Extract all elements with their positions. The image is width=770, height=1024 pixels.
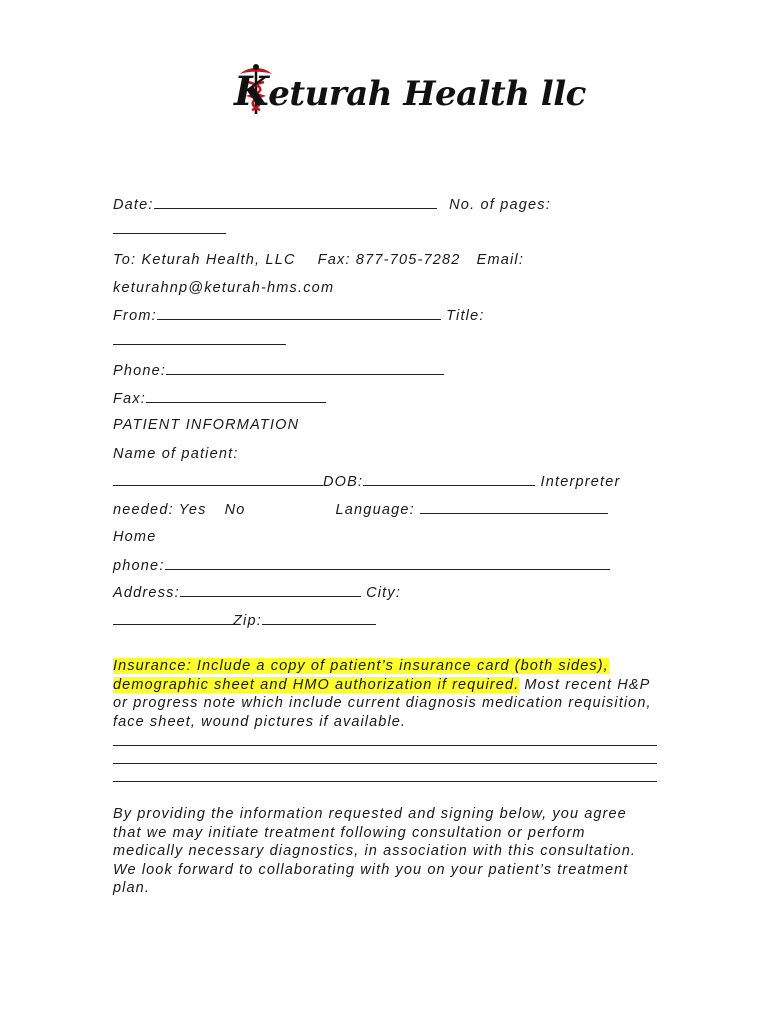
language-field[interactable] <box>420 500 608 514</box>
patient-info-heading: PATIENT INFORMATION <box>113 417 300 433</box>
patient-name-field[interactable] <box>113 472 323 486</box>
zip-field[interactable] <box>262 611 376 625</box>
zip-row <box>113 611 376 630</box>
home-row <box>113 528 156 546</box>
phone-row <box>113 361 444 380</box>
dob-label: DOB: <box>323 474 364 490</box>
notes-line-1[interactable] <box>113 745 657 746</box>
dob-field[interactable] <box>363 472 535 486</box>
interpreter-no[interactable]: No <box>224 502 246 518</box>
phone-label: Phone: <box>113 363 167 379</box>
home-phone-row <box>113 556 610 575</box>
insurance-paragraph <box>113 657 658 731</box>
date-field[interactable] <box>154 195 437 209</box>
language-label: Language: <box>335 502 415 518</box>
interpreter-yes[interactable]: needed: Yes <box>113 502 207 518</box>
phone-field[interactable] <box>166 361 444 375</box>
home-phone-field[interactable] <box>165 556 610 570</box>
dob-row <box>113 472 621 491</box>
to-label: To: Keturah Health, LLC <box>113 252 296 268</box>
fax-field[interactable] <box>146 389 326 403</box>
insurance-rest: Most recent H&P or progress note which include current diagnosis medication requisition, face sheet, wound pictures if available. <box>113 676 652 730</box>
fax-row <box>113 389 326 408</box>
fax-label: Fax: <box>113 391 146 407</box>
agreement-paragraph: By providing the information requested and signing below, you agree that we may initiate treatment following consultation or perform medically necessary diagnostics, in association with this consultation. We look forward to collaborating with you on your patient’s treatment plan. <box>113 806 636 896</box>
pages-label: No. of pages: <box>449 197 551 213</box>
pages-row <box>113 220 226 239</box>
city-field[interactable] <box>113 611 233 625</box>
notes-line-2[interactable] <box>113 763 657 764</box>
pages-field[interactable] <box>113 220 226 234</box>
insurance-highlight: Insurance: Include a copy of patient’s insurance card (both sides), demographic sheet and HMO authorization if required. <box>113 658 609 693</box>
from-field[interactable] <box>157 306 441 320</box>
interpreter-label: Interpreter <box>540 474 621 490</box>
title-row <box>113 331 286 350</box>
home-label: Home <box>113 529 157 545</box>
home-phone-label: phone: <box>113 558 165 574</box>
logo-wordmark: Keturah Health llc <box>234 68 586 115</box>
date-label: Date: <box>113 197 154 213</box>
email-row <box>113 279 334 297</box>
from-label: From: <box>113 308 157 324</box>
interpreter-row <box>113 500 608 519</box>
patient-name-row <box>113 445 239 463</box>
keturah-health-logo <box>228 60 586 120</box>
title-label: Title: <box>446 308 485 324</box>
zip-label: Zip: <box>233 613 262 629</box>
address-row <box>113 583 401 602</box>
address-label: Address: <box>113 585 180 601</box>
notes-line-3[interactable] <box>113 781 657 782</box>
fax-to-label: Fax: 877-705-7282 <box>317 252 461 268</box>
address-field[interactable] <box>180 583 361 597</box>
email-value: keturahnp@keturah-hms.com <box>113 280 335 296</box>
to-row <box>113 251 524 269</box>
patient-name-label: Name of patient: <box>113 446 239 462</box>
email-label: Email: <box>476 252 525 268</box>
title-field[interactable] <box>113 331 286 345</box>
city-label: City: <box>366 585 402 601</box>
from-row <box>113 306 485 325</box>
date-row <box>113 195 551 214</box>
